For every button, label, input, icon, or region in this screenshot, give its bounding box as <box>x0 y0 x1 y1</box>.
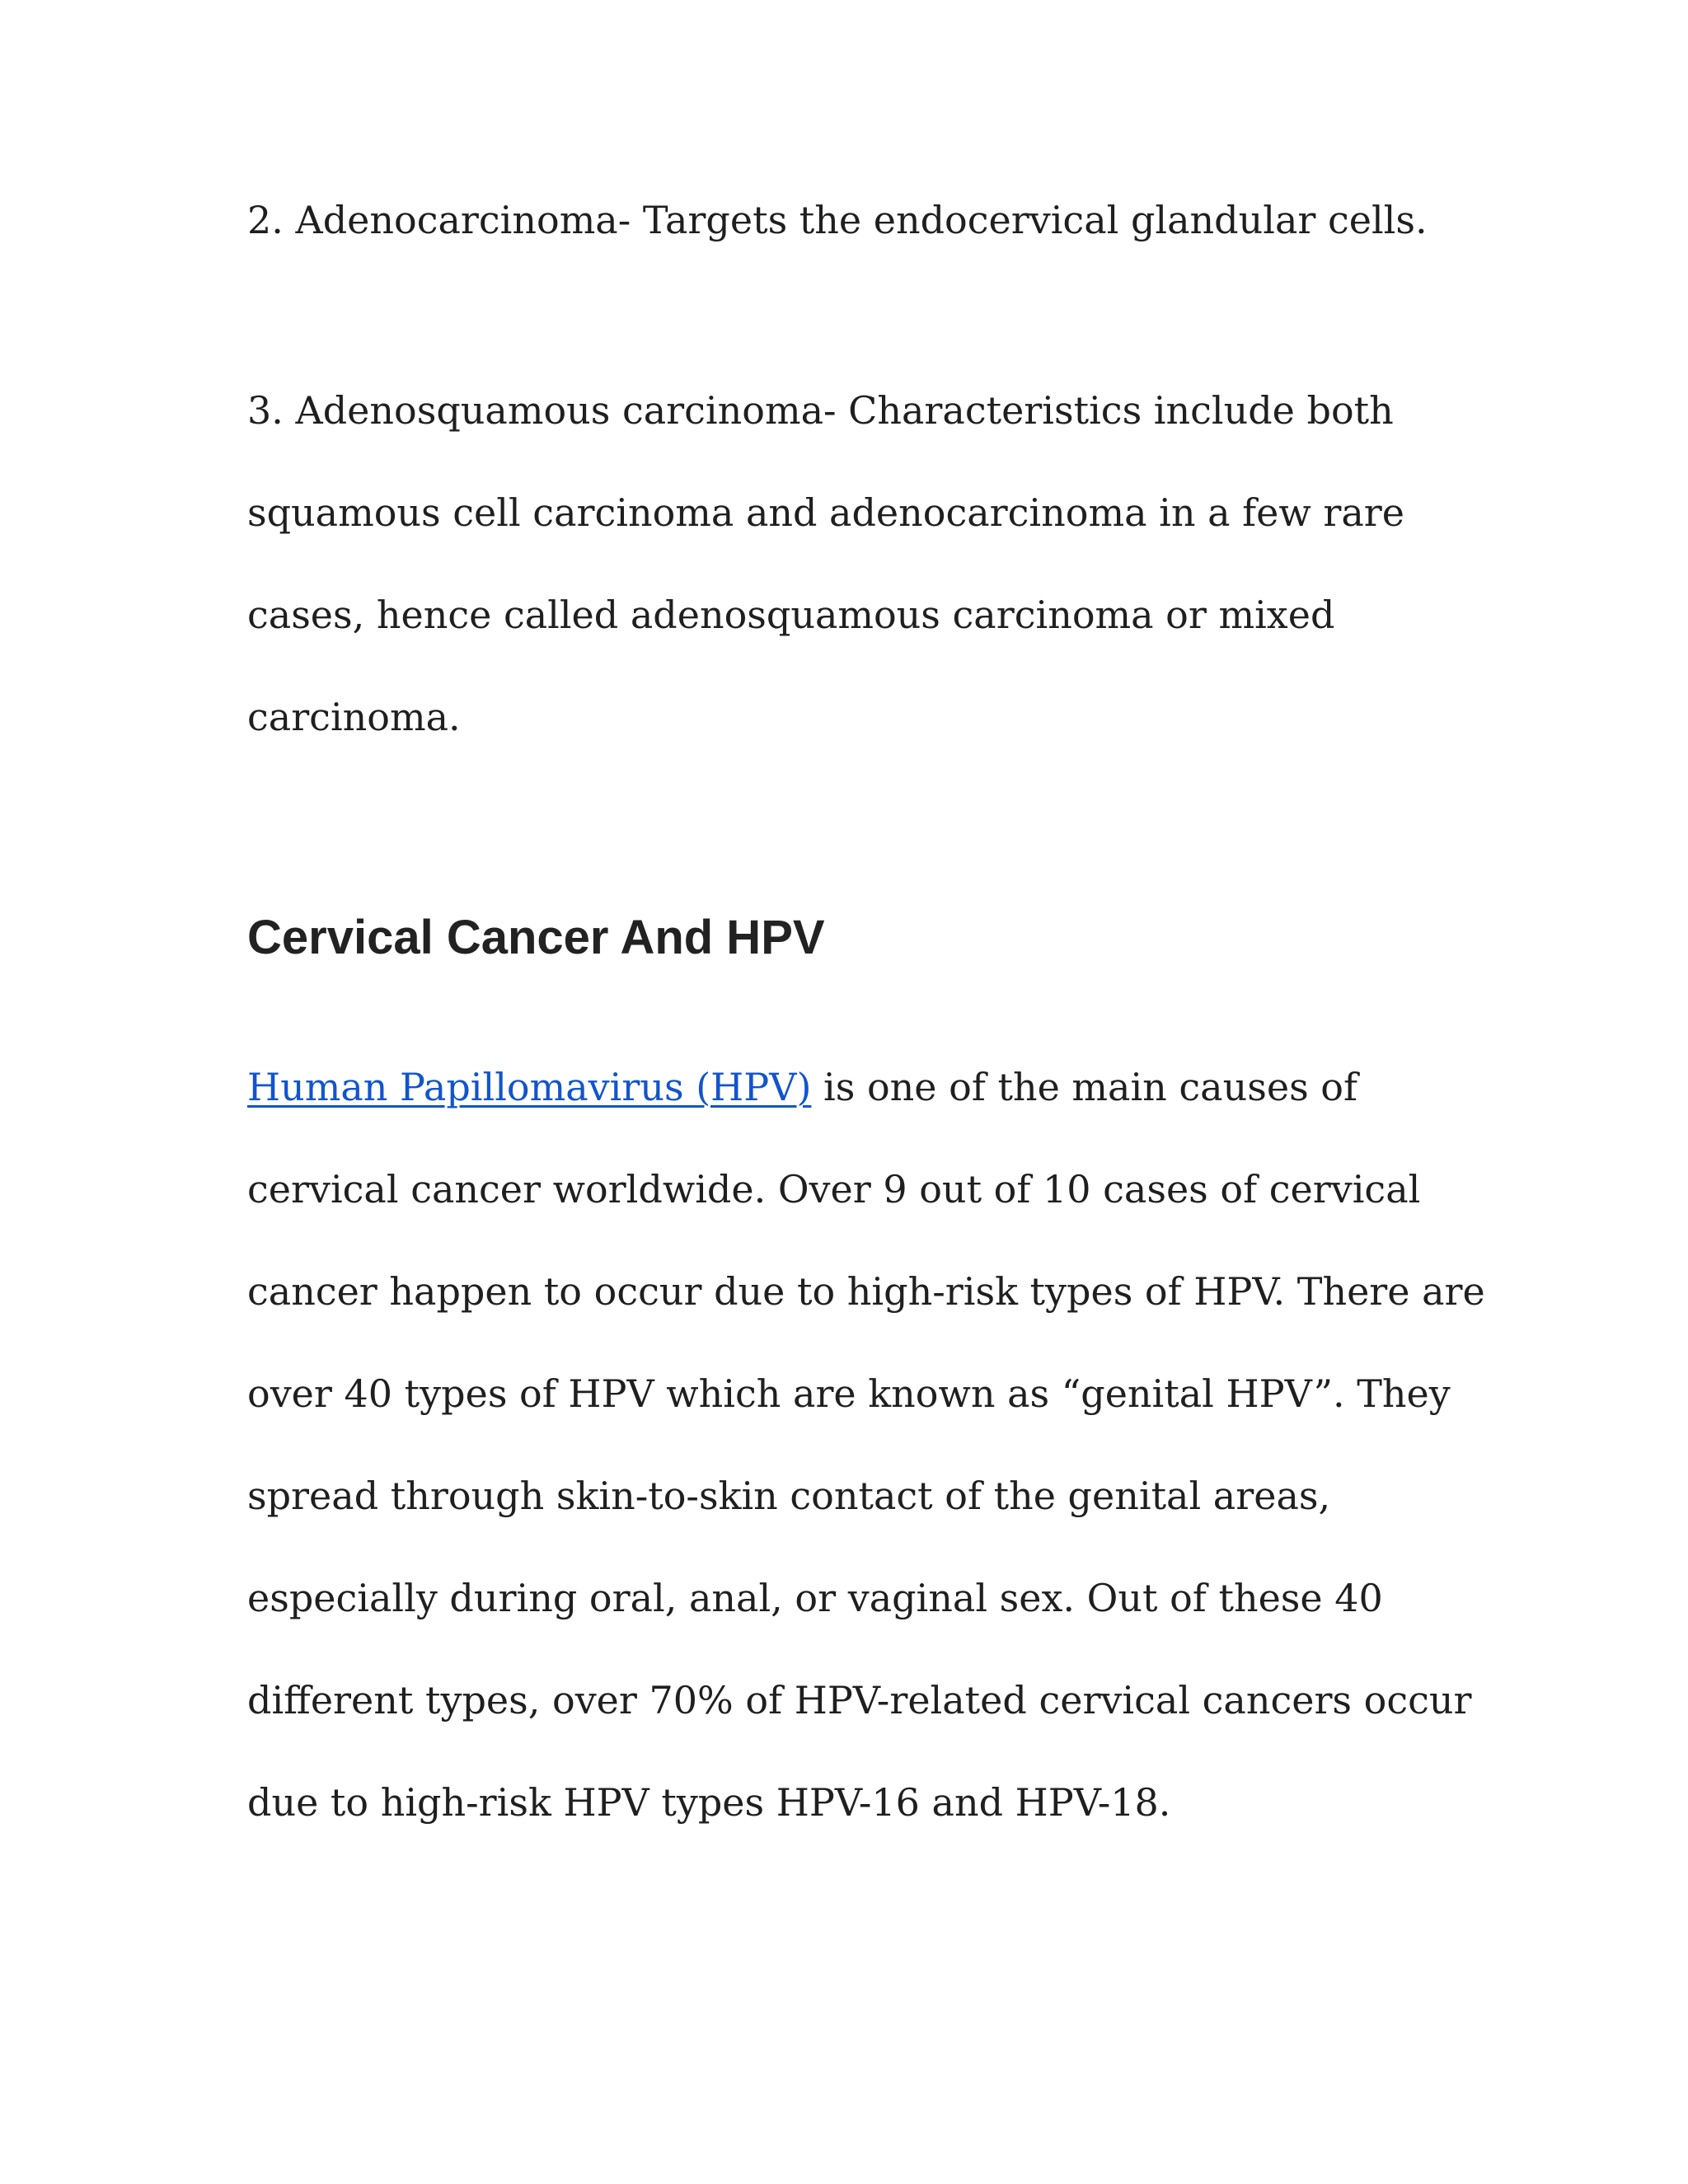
list-item-adenosquamous <box>247 359 1404 768</box>
paragraph-line: spread through skin-to-skin contact of the genital areas, <box>247 1474 1331 1518</box>
hpv-link[interactable]: Human Papillomavirus (HPV) <box>247 1065 812 1109</box>
paragraph-line-first <box>247 1036 1485 1138</box>
list-item-line: cases, hence called adenosquamous carcinoma or mixed <box>247 593 1335 637</box>
paragraph-text: is one of the main causes of <box>811 1065 1358 1109</box>
list-item-line: squamous cell carcinoma and adenocarcinoma in a few rare <box>247 490 1404 535</box>
paragraph-line: cancer happen to occur due to high-risk types of HPV. There are <box>247 1269 1485 1314</box>
hpv-paragraph <box>247 1036 1485 1854</box>
paragraph-line: cervical cancer worldwide. Over 9 out of 10 cases of cervical <box>247 1167 1421 1212</box>
paragraph-line: especially during oral, anal, or vaginal sex. Out of these 40 <box>247 1576 1383 1620</box>
paragraph-line: over 40 types of HPV which are known as “genital HPV”. They <box>247 1371 1451 1416</box>
list-item-text: 2. Adenocarcinoma- Targets the endocervical glandular cells. <box>247 198 1428 242</box>
paragraph-line: due to high-risk HPV types HPV-16 and HPV-18. <box>247 1780 1171 1825</box>
list-item-line: carcinoma. <box>247 695 461 739</box>
list-item-adenocarcinoma <box>247 169 1428 271</box>
section-heading: Cervical Cancer And HPV <box>247 911 825 964</box>
list-item-line: 3. Adenosquamous carcinoma- Characteristics include both <box>247 388 1394 433</box>
paragraph-line: different types, over 70% of HPV-related cervical cancers occur <box>247 1678 1472 1722</box>
